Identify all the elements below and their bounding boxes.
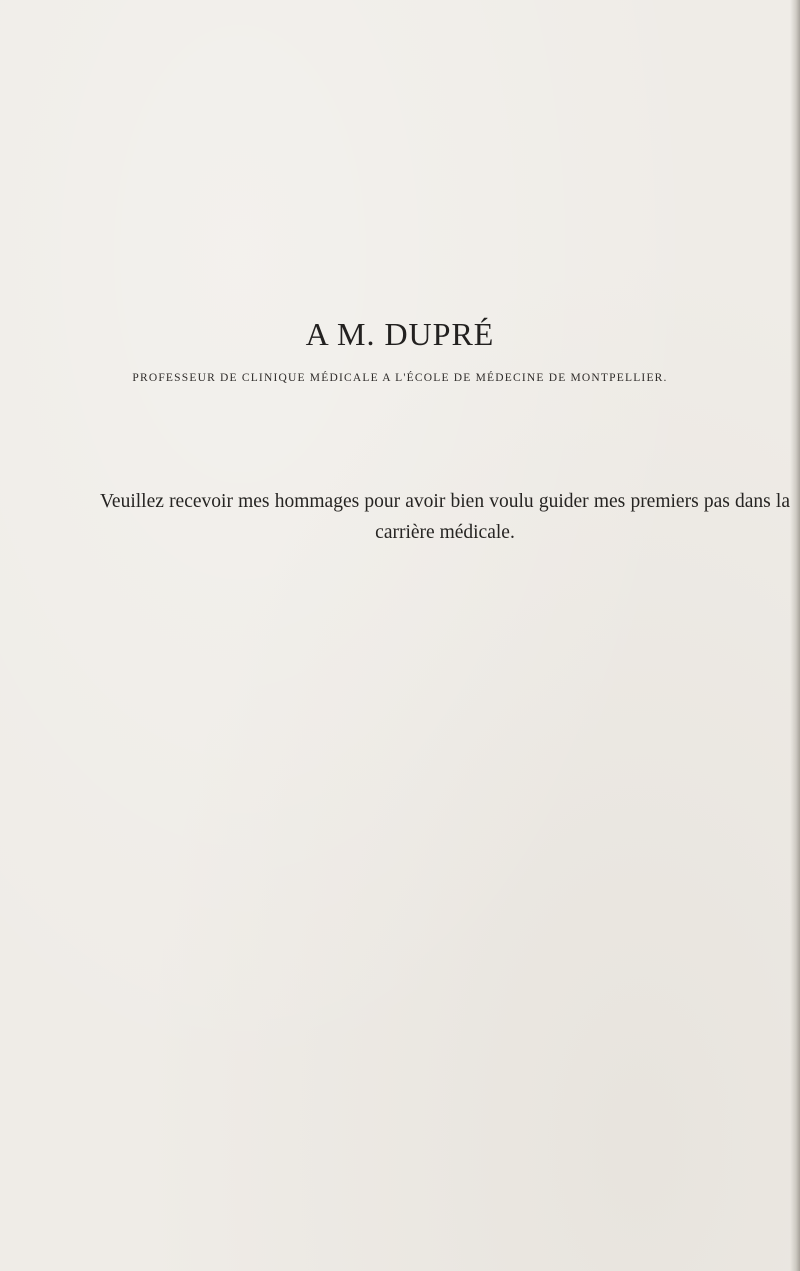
dedication-text: Veuillez recevoir mes hommages pour avoir bien voulu guider mes premiers pas dans la carrière médicale. <box>100 491 790 543</box>
dedication-subtitle: PROFESSEUR DE CLINIQUE MÉDICALE A L'ÉCOLE DE MÉDECINE DE MONTPELLIER. <box>132 372 668 384</box>
dedication-title: A M. DUPRÉ <box>305 316 495 352</box>
page-edge-shadow <box>790 0 800 1271</box>
